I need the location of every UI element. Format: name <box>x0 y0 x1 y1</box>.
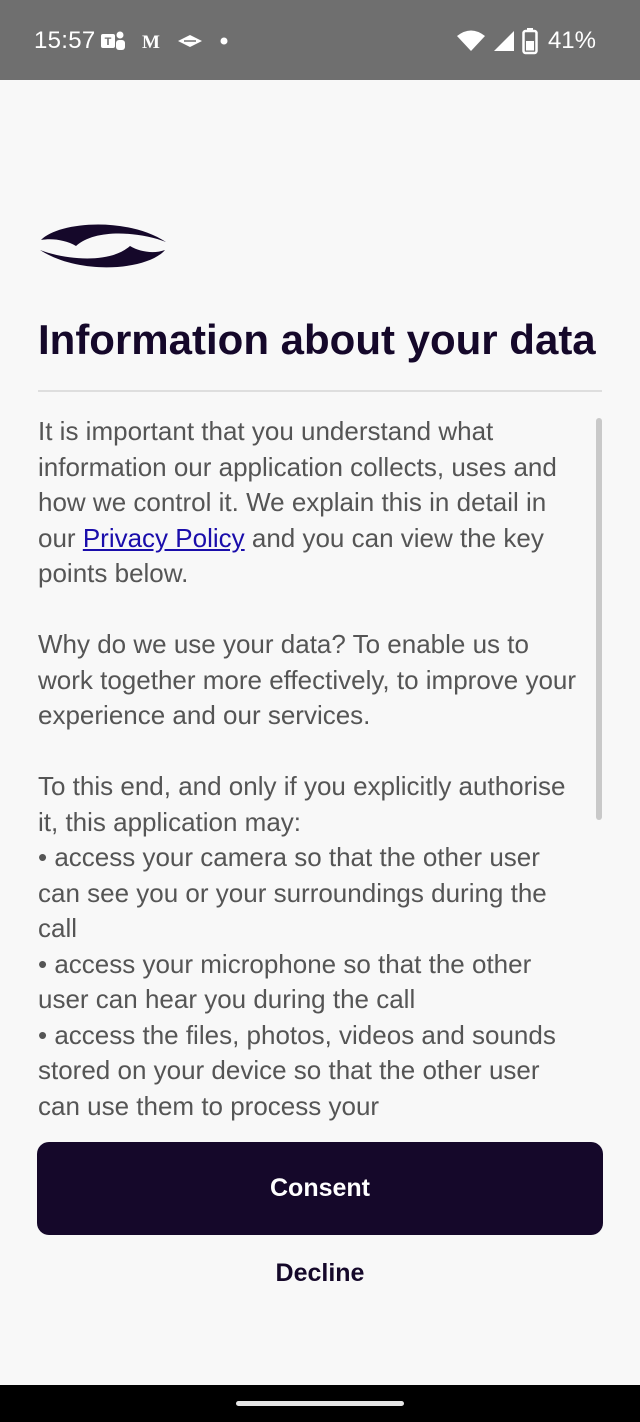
notification-icons <box>100 26 230 56</box>
intro-text-before-link: It is important that you understand what information our application collects, uses and how we control it. We explain this in detail in our <box>38 416 557 553</box>
location-arrow-icon <box>176 29 204 53</box>
svg-text:M: M <box>142 32 160 53</box>
battery-icon <box>522 28 538 54</box>
data-info-scroll-area[interactable] <box>38 414 586 1121</box>
permission-item: • access your camera so that the other user can see you or your surroundings during the call <box>38 842 547 943</box>
intro-text-after-link: and you can view the key points below. <box>38 522 544 588</box>
svg-text:T: T <box>104 36 112 48</box>
news-app-icon <box>140 29 162 53</box>
system-icons <box>456 26 596 56</box>
why-paragraph: Why do we use your data? To enable us to work together more effectively, to improve your experience and our services. <box>38 629 577 730</box>
title-divider <box>38 390 602 392</box>
permission-item: • access the files, photos, videos and sounds stored on your device so that the other user can use them to process your <box>38 1019 556 1121</box>
consent-button[interactable]: Consent <box>37 1142 603 1235</box>
teams-icon <box>100 29 126 53</box>
authorise-paragraph: To this end, and only if you explicitly authorise it, this application may: <box>38 771 566 837</box>
decline-button[interactable]: Decline <box>220 1248 420 1298</box>
permission-item: • access your microphone so that the other user can hear you during the call <box>38 948 532 1014</box>
paragraph-gap <box>38 592 586 628</box>
status-bar <box>0 0 640 80</box>
status-time: 15:57 <box>34 27 96 54</box>
battery-percentage: 41% <box>547 27 596 54</box>
notification-dot-icon <box>218 29 230 53</box>
privacy-policy-link[interactable]: Privacy Policy <box>82 522 245 553</box>
cell-signal-icon <box>492 29 516 53</box>
brand-logo <box>38 218 168 274</box>
page-title: Information about your data <box>38 316 596 363</box>
scrollbar[interactable] <box>596 418 602 820</box>
navigation-bar <box>0 1385 640 1422</box>
paragraph-gap <box>38 734 586 770</box>
intro-paragraph <box>38 414 586 592</box>
consent-screen <box>0 80 640 1385</box>
home-indicator[interactable] <box>236 1401 404 1406</box>
wifi-icon <box>456 29 486 53</box>
